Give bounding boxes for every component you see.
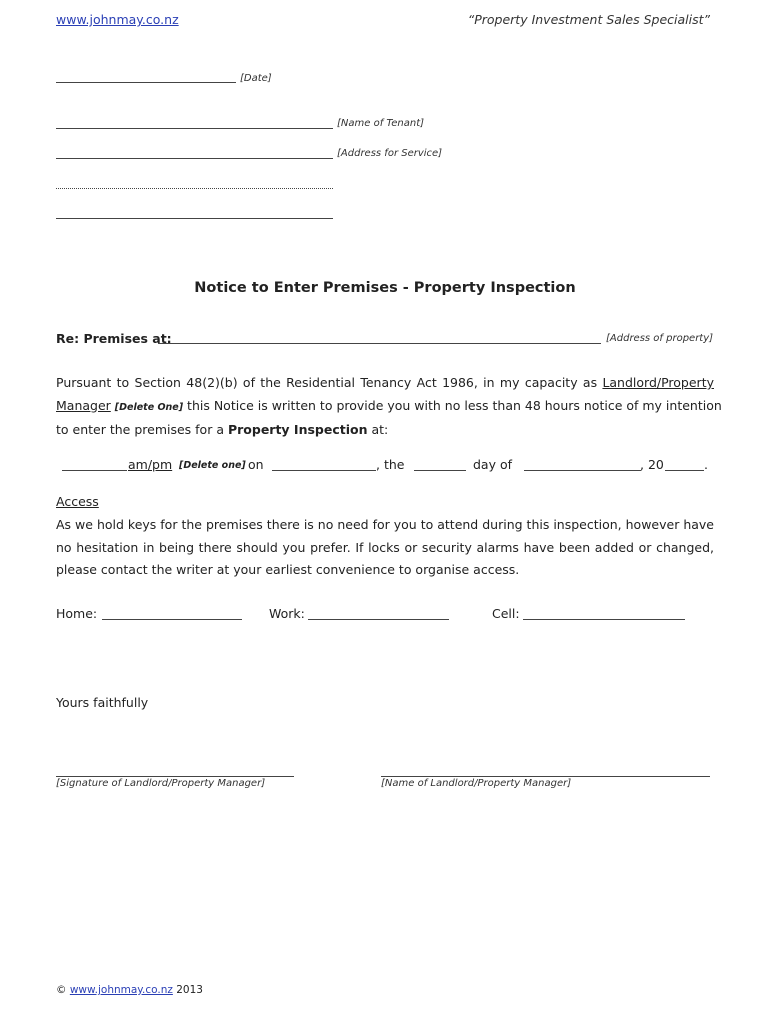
pursuant-text-3: to enter the premises for a — [56, 422, 228, 437]
access-paragraph — [56, 514, 714, 582]
date-line[interactable] — [56, 82, 236, 83]
access-line-3: please contact the writer at your earliest convenience to organise access. — [56, 562, 520, 577]
time-line[interactable] — [62, 470, 127, 471]
cell-label: Cell: — [492, 606, 520, 621]
address-service-line[interactable] — [56, 158, 333, 159]
landlord-option: Landlord/Property — [602, 375, 714, 390]
footer-year: 2013 — [176, 984, 203, 996]
home-label: Home: — [56, 606, 98, 621]
day-of-text: day of — [473, 457, 513, 472]
pursuant-line-2 — [56, 395, 722, 420]
signature-line[interactable] — [56, 776, 294, 777]
access-line-2: no hesitation in being there should you prefer. If locks or security alarms have been added or changed, — [56, 539, 714, 555]
landlord-name-line[interactable] — [381, 776, 710, 777]
page-title: Notice to Enter Premises - Property Inspection — [194, 280, 576, 296]
year-line[interactable] — [665, 470, 704, 471]
access-heading: Access — [56, 494, 99, 509]
on-text: on — [248, 457, 264, 472]
footer — [56, 984, 203, 996]
property-inspection-text: Property Inspection — [227, 422, 368, 437]
cell-phone-line[interactable] — [523, 619, 685, 620]
delete-one-hint: [Delete one] — [179, 460, 246, 471]
pursuant-line-3 — [56, 419, 714, 442]
tagline: “Property Investment Sales Specialist” — [467, 12, 710, 27]
the-text: , the — [376, 457, 405, 472]
month-line[interactable] — [524, 470, 641, 471]
premises-address-line[interactable] — [158, 343, 601, 344]
pursuant-text: Pursuant to Section 48(2)(b) of the Residential Tenancy Act 1986, in my capacity as — [56, 375, 603, 390]
footer-link[interactable]: www.johnmay.co.nz — [69, 984, 173, 996]
pursuant-paragraph — [56, 372, 722, 442]
address-service-label: [Address for Service] — [337, 148, 443, 159]
day-line[interactable] — [414, 470, 466, 471]
closing-text: Yours faithfully — [56, 695, 149, 710]
address-line-3[interactable] — [56, 218, 333, 219]
tenant-name-label: [Name of Tenant] — [337, 118, 425, 129]
premises-hint: [Address of property] — [606, 333, 714, 344]
delete-one-note: [Delete One] — [114, 401, 184, 413]
weekday-line[interactable] — [272, 470, 376, 471]
pursuant-text-4: at: — [367, 422, 389, 437]
copyright-symbol: © — [56, 984, 67, 996]
pursuant-line-1 — [56, 372, 714, 395]
home-phone-line[interactable] — [102, 619, 242, 620]
end-period: . — [704, 457, 708, 472]
tenant-name-line[interactable] — [56, 128, 333, 129]
signature-label: [Signature of Landlord/Property Manager] — [56, 778, 266, 789]
work-phone-line[interactable] — [308, 619, 449, 620]
premises-label: Re: Premises at: — [56, 331, 172, 346]
work-label: Work: — [269, 606, 305, 621]
access-line-1: As we hold keys for the premises there is no need for you to attend during this inspection, however have — [56, 517, 714, 532]
website-link[interactable]: www.johnmay.co.nz — [56, 12, 179, 27]
manager-option: Manager — [56, 397, 111, 413]
pursuant-text-2: this Notice is written to provide you with no less than 48 hours notice of my intention — [183, 397, 722, 413]
landlord-name-label: [Name of Landlord/Property Manager] — [381, 778, 572, 789]
address-line-2[interactable] — [56, 188, 333, 189]
date-label: [Date] — [240, 73, 272, 84]
year-prefix-text: , 20 — [640, 457, 664, 472]
ampm-text: am/pm — [128, 457, 173, 472]
